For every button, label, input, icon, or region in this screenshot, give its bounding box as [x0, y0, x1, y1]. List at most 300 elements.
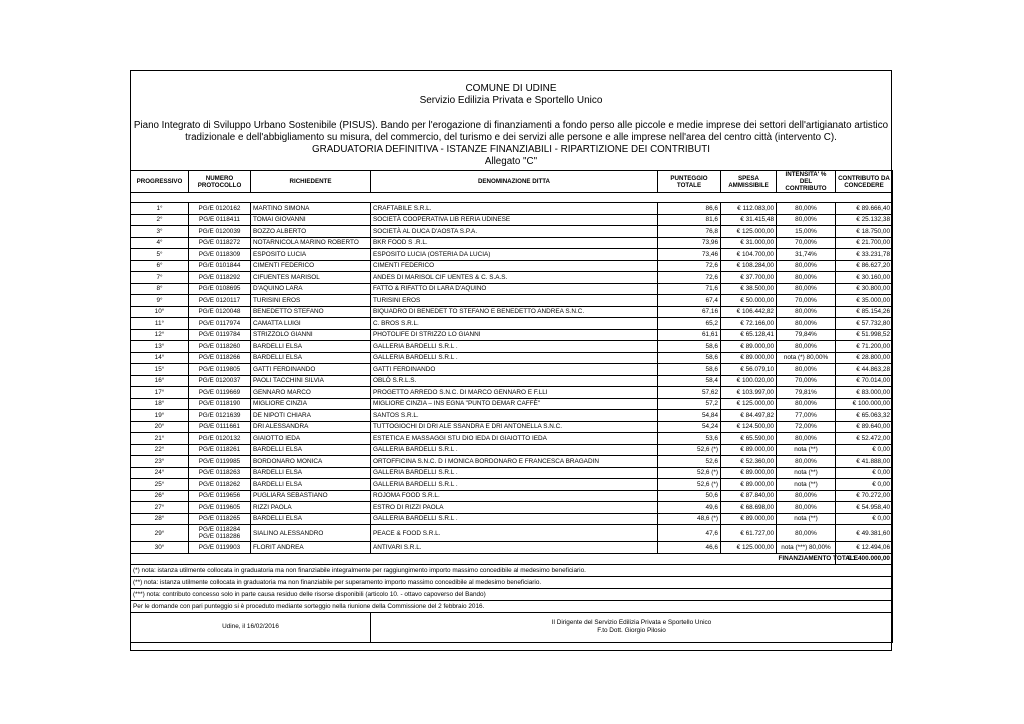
table-row	[131, 237, 893, 249]
row-intensita: 80,00%	[777, 456, 836, 468]
row-protocollo: PG/E 0120162	[189, 203, 251, 215]
row-contributo: € 70.272,00	[836, 490, 893, 502]
row-richiedente: DRI ALESSANDRA	[251, 421, 371, 433]
row-richiedente: PAOLI TACCHINI SILVIA	[251, 375, 371, 387]
table-row	[131, 421, 893, 433]
row-progressivo: 16°	[131, 375, 189, 387]
row-contributo: € 49.381,60	[836, 525, 893, 542]
row-intensita: 80,00%	[777, 433, 836, 445]
note-1: (*) nota: istanza utilmente collocata in graduatoria ma non finanziabile integralmente per raggiungimento importo massimo concedibile al medesimo beneficiario.	[131, 564, 893, 576]
signature-row	[131, 612, 893, 642]
total-row	[131, 553, 893, 564]
row-progressivo: 29°	[131, 525, 189, 542]
row-intensita: 80,00%	[777, 341, 836, 353]
row-intensita: 80,00%	[777, 272, 836, 284]
row-richiedente: BARDELLI ELSA	[251, 513, 371, 525]
row-richiedente: TOMAI GIOVANNI	[251, 214, 371, 226]
ranking-table	[130, 170, 893, 643]
table-row	[131, 433, 893, 445]
row-spesa: € 38.500,00	[721, 283, 777, 295]
row-protocollo: PG/E 0119656	[189, 490, 251, 502]
row-richiedente: DE NIPOTI CHIARA	[251, 410, 371, 422]
row-intensita: 80,00%	[777, 260, 836, 272]
department-title: Servizio Edilizia Privata e Sportello Unico	[419, 95, 603, 106]
row-intensita: 80,00%	[777, 203, 836, 215]
row-intensita: 15,00%	[777, 226, 836, 238]
row-spesa: € 89.000,00	[721, 513, 777, 525]
row-contributo: € 51.998,52	[836, 329, 893, 341]
row-punteggio: 71,6	[658, 283, 721, 295]
table-row	[131, 214, 893, 226]
row-spesa: € 108.284,00	[721, 260, 777, 272]
row-richiedente: D'AQUINO LARA	[251, 283, 371, 295]
row-progressivo: 22°	[131, 444, 189, 456]
row-protocollo: PG/E 0120117	[189, 295, 251, 307]
row-punteggio: 46,6	[658, 542, 721, 554]
row-richiedente: NOTARNICOLA MARINO ROBERTO	[251, 237, 371, 249]
row-contributo: € 65.063,32	[836, 410, 893, 422]
row-progressivo: 3°	[131, 226, 189, 238]
table-row	[131, 456, 893, 468]
row-protocollo: PG/E 0118260	[189, 341, 251, 353]
row-richiedente: GATTI FERDINANDO	[251, 364, 371, 376]
row-intensita: nota (**)	[777, 444, 836, 456]
table-body	[131, 193, 893, 554]
row-progressivo: 6°	[131, 260, 189, 272]
row-protocollo: PG/E 0120048	[189, 306, 251, 318]
row-denominazione: PHOTOLIFE DI STRIZZO LO GIANNI	[371, 329, 658, 341]
row-punteggio: 81,6	[658, 214, 721, 226]
row-denominazione: GALLERIA BARDELLI S.R.L .	[371, 479, 658, 491]
table-header-row	[131, 171, 893, 193]
row-intensita: 80,00%	[777, 490, 836, 502]
row-protocollo: PG/E 0120037	[189, 375, 251, 387]
row-spesa: € 52.360,00	[721, 456, 777, 468]
row-protocollo: PG/E 0118284 PG/E 0118286	[189, 525, 251, 542]
row-denominazione: C. BROS S.R.L.	[371, 318, 658, 330]
table-row	[131, 364, 893, 376]
place-date: Udine, il 16/02/2016	[131, 612, 371, 642]
row-contributo: € 0,00	[836, 479, 893, 491]
row-spesa: € 72.166,00	[721, 318, 777, 330]
col-header-intensita: INTENSITA' % DEL CONTRIBUTO	[777, 171, 836, 193]
row-progressivo: 27°	[131, 502, 189, 514]
row-richiedente: PUGLIARA SEBASTIANO	[251, 490, 371, 502]
col-header-richiedente: RICHIEDENTE	[251, 171, 371, 193]
row-progressivo: 21°	[131, 433, 189, 445]
row-protocollo: PG/E 0118190	[189, 398, 251, 410]
title-line-2: tradizionale e dell'abbigliamento su misura, del commercio, del turismo e dei servizi alle persone e alle imprese nell'area del centro città (intervento C).	[185, 132, 837, 143]
row-richiedente: FLORIT ANDREA	[251, 542, 371, 554]
row-denominazione: GALLERIA BARDELLI S.R.L .	[371, 444, 658, 456]
row-progressivo: 18°	[131, 398, 189, 410]
row-progressivo: 23°	[131, 456, 189, 468]
table-row	[131, 398, 893, 410]
row-denominazione: ROJOMA FOOD S.R.L.	[371, 490, 658, 502]
row-richiedente: RIZZI PAOLA	[251, 502, 371, 514]
row-richiedente: BORDONARO MONICA	[251, 456, 371, 468]
title-line-3: GRADUATORIA DEFINITIVA - ISTANZE FINANZIABILI - RIPARTIZIONE DEI CONTRIBUTI	[312, 144, 710, 155]
row-contributo: € 21.700,00	[836, 237, 893, 249]
row-protocollo: PG/E 0119805	[189, 364, 251, 376]
row-protocollo: PG/E 0117974	[189, 318, 251, 330]
row-spesa: € 89.000,00	[721, 352, 777, 364]
row-progressivo: 24°	[131, 467, 189, 479]
table-row	[131, 525, 893, 542]
row-denominazione: ESTETICA E MASSAGGI STU DIO IEDA DI GIAIOTTO IEDA	[371, 433, 658, 445]
row-spesa: € 100.020,00	[721, 375, 777, 387]
row-richiedente: BARDELLI ELSA	[251, 479, 371, 491]
note-4: Per le domande con pari punteggio si è proceduto mediante sorteggio nella riunione della Commissione del 2 febbraio 2016.	[131, 600, 893, 612]
row-contributo: € 12.494,06	[836, 542, 893, 554]
row-richiedente: ESPOSITO LUCIA	[251, 249, 371, 261]
row-richiedente: MIGLIORE CINZIA	[251, 398, 371, 410]
row-contributo: € 57.732,80	[836, 318, 893, 330]
row-protocollo: PG/E 0119669	[189, 387, 251, 399]
signatory-name: F.to Dott. Giorgio Pilosio	[597, 627, 666, 634]
row-intensita: 80,00%	[777, 318, 836, 330]
row-progressivo: 30°	[131, 542, 189, 554]
row-intensita: nota (***) 80,00%	[777, 542, 836, 554]
row-punteggio: 86,6	[658, 203, 721, 215]
row-denominazione: PROGETTO ARREDO S.N.C. DI MARCO GENNARO E F.LLI	[371, 387, 658, 399]
row-denominazione: GATTI FERDINANDO	[371, 364, 658, 376]
col-header-spesa: SPESA AMMISSIBILE	[721, 171, 777, 193]
row-contributo: € 41.888,00	[836, 456, 893, 468]
row-denominazione: ESTRO DI RIZZI PAOLA	[371, 502, 658, 514]
row-denominazione: SOCIETÀ COOPERATIVA LIB RERIA UDINESE	[371, 214, 658, 226]
col-header-denominazione: DENOMINAZIONE DITTA	[371, 171, 658, 193]
row-intensita: 70,00%	[777, 375, 836, 387]
row-protocollo: PG/E 0101844	[189, 260, 251, 272]
table-row	[131, 490, 893, 502]
row-intensita: nota (**)	[777, 479, 836, 491]
row-progressivo: 20°	[131, 421, 189, 433]
row-denominazione: SOCIETÀ AL DUCA D'AOSTA S.P.A.	[371, 226, 658, 238]
row-richiedente: GIAIOTTO IEDA	[251, 433, 371, 445]
table-row	[131, 318, 893, 330]
row-richiedente: BARDELLI ELSA	[251, 341, 371, 353]
row-intensita: 80,00%	[777, 525, 836, 542]
row-contributo: € 44.863,28	[836, 364, 893, 376]
row-progressivo: 14°	[131, 352, 189, 364]
note-3: (***) nota: contributo concesso solo in parte causa residuo delle risorse disponibili (articolo 10. - ottavo capoverso del Bando)	[131, 588, 893, 600]
document-frame	[130, 70, 892, 651]
row-contributo: € 33.231,78	[836, 249, 893, 261]
table-row	[131, 502, 893, 514]
row-richiedente: CAMATTA LUIGI	[251, 318, 371, 330]
row-richiedente: BARDELLI ELSA	[251, 352, 371, 364]
note-row	[131, 576, 893, 588]
row-intensita: 80,00%	[777, 364, 836, 376]
title-line-1: Piano Integrato di Sviluppo Urbano Sostenibile (PISUS). Bando per l'erogazione di finanziamenti a fondo perso alle piccole e medie imprese dei settori dell'artigianato artistico	[133, 120, 889, 131]
row-progressivo: 26°	[131, 490, 189, 502]
row-protocollo: PG/E 0111661	[189, 421, 251, 433]
table-row	[131, 295, 893, 307]
row-progressivo: 11°	[131, 318, 189, 330]
row-punteggio: 52,6 (*)	[658, 444, 721, 456]
row-denominazione: ESPOSITO LUCIA (OSTERIA DA LUCIA)	[371, 249, 658, 261]
row-denominazione: ANTIVARI S.R.L.	[371, 542, 658, 554]
row-spesa: € 104.700,00	[721, 249, 777, 261]
row-punteggio: 67,4	[658, 295, 721, 307]
table-row	[131, 444, 893, 456]
title-line-4: Allegato "C"	[484, 156, 538, 167]
row-denominazione: GALLERIA BARDELLI S.R.L .	[371, 513, 658, 525]
row-intensita: 80,00%	[777, 283, 836, 295]
row-spesa: € 61.727,00	[721, 525, 777, 542]
row-spesa: € 112.083,00	[721, 203, 777, 215]
row-spesa: € 125.000,00	[721, 542, 777, 554]
row-progressivo: 4°	[131, 237, 189, 249]
row-spesa: € 65.128,41	[721, 329, 777, 341]
signatory-role: Il Dirigente del Servizio Edilizia Privata e Sportello Unico	[551, 619, 712, 626]
row-contributo: € 89.666,40	[836, 203, 893, 215]
table-footer	[131, 553, 893, 642]
row-spesa: € 31.415,48	[721, 214, 777, 226]
row-spesa: € 89.000,00	[721, 444, 777, 456]
row-protocollo: PG/E 0120039	[189, 226, 251, 238]
row-protocollo: PG/E 0118265	[189, 513, 251, 525]
row-denominazione: CIMENTI FEDERICO	[371, 260, 658, 272]
row-richiedente: SIALINO ALESSANDRO	[251, 525, 371, 542]
row-punteggio: 67,16	[658, 306, 721, 318]
note-row	[131, 564, 893, 576]
row-intensita: 77,00%	[777, 410, 836, 422]
row-contributo: € 85.154,26	[836, 306, 893, 318]
table-row	[131, 479, 893, 491]
col-header-protocollo: NUMERO PROTOCOLLO	[189, 171, 251, 193]
row-punteggio: 49,6	[658, 502, 721, 514]
row-intensita: nota (*) 80,00%	[777, 352, 836, 364]
row-punteggio: 73,46	[658, 249, 721, 261]
row-contributo: € 52.472,00	[836, 433, 893, 445]
row-contributo: € 30.800,00	[836, 283, 893, 295]
row-intensita: 79,81%	[777, 387, 836, 399]
row-spesa: € 125.000,00	[721, 226, 777, 238]
row-richiedente: TURISINI EROS	[251, 295, 371, 307]
row-punteggio: 50,6	[658, 490, 721, 502]
row-spesa: € 103.997,00	[721, 387, 777, 399]
row-punteggio: 58,6	[658, 341, 721, 353]
row-richiedente: MARTINO SIMONA	[251, 203, 371, 215]
row-punteggio: 58,6	[658, 352, 721, 364]
row-intensita: 70,00%	[777, 295, 836, 307]
row-richiedente: CIMENTI FEDERICO	[251, 260, 371, 272]
row-contributo: € 0,00	[836, 513, 893, 525]
row-protocollo: PG/E 0120132	[189, 433, 251, 445]
row-progressivo: 1°	[131, 203, 189, 215]
row-denominazione: PEACE & FOOD S.R.L.	[371, 525, 658, 542]
table-row	[131, 410, 893, 422]
row-protocollo: PG/E 0118292	[189, 272, 251, 284]
row-contributo: € 0,00	[836, 444, 893, 456]
row-denominazione: ORTOFFICINA S.N.C. D I MONICA BORDONARO E FRANCESCA BRAGADIN	[371, 456, 658, 468]
table-row	[131, 260, 893, 272]
row-spesa: € 87.840,00	[721, 490, 777, 502]
row-contributo: € 25.132,38	[836, 214, 893, 226]
row-contributo: € 100.000,00	[836, 398, 893, 410]
note-row	[131, 600, 893, 612]
row-intensita: 80,00%	[777, 214, 836, 226]
row-spesa: € 65.590,00	[721, 433, 777, 445]
table-row	[131, 203, 893, 215]
row-intensita: nota (**)	[777, 513, 836, 525]
row-intensita: 80,00%	[777, 398, 836, 410]
row-contributo: € 30.160,00	[836, 272, 893, 284]
row-denominazione: OBLÒ S.R.L.S.	[371, 375, 658, 387]
row-denominazione: TUTTOGIOCHI DI DRI ALE SSANDRA E DRI ANTONELLA S.N.C.	[371, 421, 658, 433]
row-denominazione: CRAFTABILE S.R.L.	[371, 203, 658, 215]
row-spesa: € 37.700,00	[721, 272, 777, 284]
spacer-row	[131, 193, 893, 203]
note-2: (**) nota: istanza utilmente collocata in graduatoria ma non finanziabile per superamento importo massimo concedibile al medesimo beneficiario.	[131, 576, 893, 588]
row-denominazione: TURISINI EROS	[371, 295, 658, 307]
row-denominazione: BKR FOOD S .R.L.	[371, 237, 658, 249]
table-row	[131, 249, 893, 261]
row-contributo: € 89.640,00	[836, 421, 893, 433]
row-punteggio: 61,61	[658, 329, 721, 341]
row-intensita: 70,00%	[777, 237, 836, 249]
row-progressivo: 10°	[131, 306, 189, 318]
row-protocollo: PG/E 0118266	[189, 352, 251, 364]
row-contributo: € 0,00	[836, 467, 893, 479]
row-punteggio: 52,6 (*)	[658, 479, 721, 491]
row-intensita: 80,00%	[777, 306, 836, 318]
row-contributo: € 83.000,00	[836, 387, 893, 399]
row-richiedente: BARDELLI ELSA	[251, 467, 371, 479]
row-spesa: € 89.000,00	[721, 479, 777, 491]
row-denominazione: GALLERIA BARDELLI S.R.L .	[371, 341, 658, 353]
table-row	[131, 306, 893, 318]
row-contributo: € 70.014,00	[836, 375, 893, 387]
row-progressivo: 25°	[131, 479, 189, 491]
table-row	[131, 375, 893, 387]
row-spesa: € 31.000,00	[721, 237, 777, 249]
table-row	[131, 329, 893, 341]
signature-block	[371, 612, 893, 642]
row-contributo: € 86.627,20	[836, 260, 893, 272]
row-protocollo: PG/E 0119985	[189, 456, 251, 468]
row-progressivo: 7°	[131, 272, 189, 284]
row-contributo: € 54.958,40	[836, 502, 893, 514]
row-protocollo: PG/E 0121639	[189, 410, 251, 422]
row-spesa: € 89.000,00	[721, 341, 777, 353]
row-protocollo: PG/E 0119903	[189, 542, 251, 554]
table-row	[131, 341, 893, 353]
table-row	[131, 467, 893, 479]
row-punteggio: 72,6	[658, 260, 721, 272]
row-spesa: € 89.000,00	[721, 467, 777, 479]
row-spesa: € 106.442,82	[721, 306, 777, 318]
row-spesa: € 68.698,00	[721, 502, 777, 514]
row-protocollo: PG/E 0118263	[189, 467, 251, 479]
row-protocollo: PG/E 0118262	[189, 479, 251, 491]
row-denominazione: FATTO & RIFATTO DI LARA D'AQUINO	[371, 283, 658, 295]
table-row	[131, 542, 893, 554]
row-punteggio: 57,2	[658, 398, 721, 410]
row-punteggio: 52,6 (*)	[658, 467, 721, 479]
row-denominazione: MIGLIORE CINZIA – INS EGNA "PUNTO DEMAR CAFFÈ"	[371, 398, 658, 410]
row-progressivo: 9°	[131, 295, 189, 307]
table-row	[131, 272, 893, 284]
row-spesa: € 84.497,82	[721, 410, 777, 422]
municipality-title: COMUNE DI UDINE	[465, 83, 557, 94]
row-protocollo: PG/E 0108695	[189, 283, 251, 295]
row-richiedente: STRIZZOLO GIANNI	[251, 329, 371, 341]
row-richiedente: GENNARO MARCO	[251, 387, 371, 399]
row-punteggio: 58,4	[658, 375, 721, 387]
row-progressivo: 5°	[131, 249, 189, 261]
row-denominazione: GALLERIA BARDELLI S.R.L .	[371, 467, 658, 479]
row-punteggio: 72,6	[658, 272, 721, 284]
row-contributo: € 71.200,00	[836, 341, 893, 353]
row-progressivo: 12°	[131, 329, 189, 341]
row-progressivo: 15°	[131, 364, 189, 376]
row-punteggio: 57,62	[658, 387, 721, 399]
row-punteggio: 58,6	[658, 364, 721, 376]
row-progressivo: 17°	[131, 387, 189, 399]
row-contributo: € 35.000,00	[836, 295, 893, 307]
row-richiedente: BENEDETTO STEFANO	[251, 306, 371, 318]
row-spesa: € 125.000,00	[721, 398, 777, 410]
row-contributo: € 28.800,00	[836, 352, 893, 364]
row-richiedente: BOZZO ALBERTO	[251, 226, 371, 238]
row-punteggio: 53,6	[658, 433, 721, 445]
row-intensita: 31,74%	[777, 249, 836, 261]
row-intensita: nota (**)	[777, 467, 836, 479]
row-intensita: 79,84%	[777, 329, 836, 341]
row-spesa: € 124.500,00	[721, 421, 777, 433]
col-header-punteggio: PUNTEGGIO TOTALE	[658, 171, 721, 193]
row-punteggio: 76,8	[658, 226, 721, 238]
total-label: FINANZIAMENTO TOTALE	[778, 555, 859, 562]
row-contributo: € 18.750,00	[836, 226, 893, 238]
row-punteggio: 65,2	[658, 318, 721, 330]
row-progressivo: 2°	[131, 214, 189, 226]
row-richiedente: CIFUENTES MARISOL	[251, 272, 371, 284]
row-protocollo: PG/E 0118272	[189, 237, 251, 249]
document-title	[131, 120, 891, 168]
row-protocollo: PG/E 0119784	[189, 329, 251, 341]
row-denominazione: ANDES DI MARISOL CIF UENTES & C. S.A.S.	[371, 272, 658, 284]
row-progressivo: 19°	[131, 410, 189, 422]
row-punteggio: 47,6	[658, 525, 721, 542]
row-denominazione: SANTOS S.R.L.	[371, 410, 658, 422]
note-row	[131, 588, 893, 600]
total-value: € 1.400.000,00	[836, 553, 893, 564]
row-punteggio: 54,84	[658, 410, 721, 422]
row-richiedente: BARDELLI ELSA	[251, 444, 371, 456]
table-row	[131, 387, 893, 399]
row-progressivo: 13°	[131, 341, 189, 353]
row-protocollo: PG/E 0119605	[189, 502, 251, 514]
row-protocollo: PG/E 0118261	[189, 444, 251, 456]
row-spesa: € 50.000,00	[721, 295, 777, 307]
table-row	[131, 352, 893, 364]
row-progressivo: 8°	[131, 283, 189, 295]
row-protocollo: PG/E 0118309	[189, 249, 251, 261]
row-protocollo: PG/E 0118411	[189, 214, 251, 226]
table-row	[131, 226, 893, 238]
row-denominazione: GALLERIA BARDELLI S.R.L .	[371, 352, 658, 364]
row-spesa: € 56.079,10	[721, 364, 777, 376]
row-progressivo: 28°	[131, 513, 189, 525]
table-row	[131, 283, 893, 295]
row-intensita: 72,00%	[777, 421, 836, 433]
row-denominazione: BIQUADRO DI BENEDET TO STEFANO E BENEDETTO ANDREA S.N.C.	[371, 306, 658, 318]
row-punteggio: 54,24	[658, 421, 721, 433]
